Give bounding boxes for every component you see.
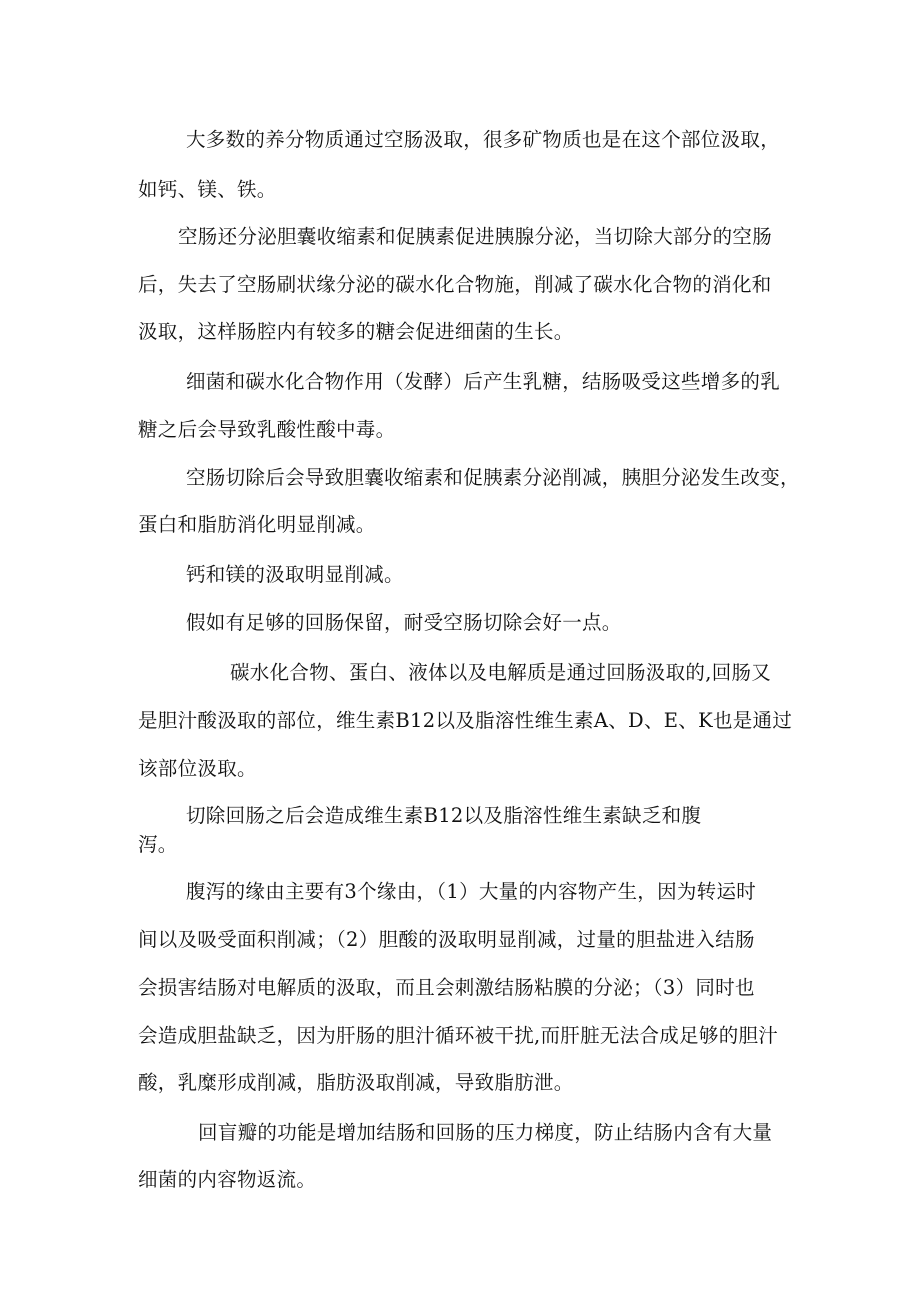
text-line: 空肠还分泌胆囊收缩素和促胰素促进胰腺分泌，当切除大部分的空肠: [178, 225, 773, 248]
text-line: 蛋白和脂肪消化明显削减。: [138, 513, 376, 536]
text-line: 碳水化合物、蛋白、液体以及电解质是通过回肠汲取的,回肠又: [230, 661, 772, 684]
text-line: 如钙、镁、铁。: [138, 178, 277, 201]
text-line: 大多数的养分物质通过空肠汲取，很多矿物质也是在这个部位汲取，: [186, 128, 781, 151]
text-line: 回盲瓣的功能是增加结肠和回肠的压力梯度，防止结肠内含有大量: [198, 1121, 773, 1144]
text-line: 酸，乳糜形成削减，脂肪汲取削减，导致脂肪泄。: [138, 1071, 574, 1094]
text-line: 腹泻的缘由主要有3个缘由，（1）大量的内容物产生，因为转运时: [186, 880, 757, 903]
text-line: 是胆汁酸汲取的部位，维生素B12以及脂溶性维生素A、D、E、K也是通过: [138, 709, 793, 732]
text-line: 空肠切除后会导致胆囊收缩素和促胰素分泌削减，胰胆分泌发生改变，: [186, 466, 800, 489]
text-line: 泻。: [138, 833, 178, 856]
text-line: 钙和镁的汲取明显削减。: [186, 563, 404, 586]
text-line: 细菌和碳水化合物作用（发酵）后产生乳糖，结肠吸受这些增多的乳: [186, 370, 781, 393]
text-line: 会损害结肠对电解质的汲取，而且会刺激结肠粘膜的分泌；（3）同时也: [138, 976, 755, 999]
text-line: 切除回肠之后会造成维生素B12以及脂溶性维生素缺乏和腹: [186, 804, 702, 827]
text-line: 间以及吸受面积削减；（2）胆酸的汲取明显削减，过量的胆盐进入结肠: [138, 928, 755, 951]
text-line: 该部位汲取。: [138, 757, 257, 780]
text-line: 糖之后会导致乳酸性酸中毒。: [138, 418, 396, 441]
text-line: 会造成胆盐缺乏，因为肝肠的胆汁循环被干扰,而肝脏无法合成足够的胆汁: [138, 1024, 779, 1047]
text-line: 后，失去了空肠刷状缘分泌的碳水化合物施，削减了碳水化合物的消化和: [138, 273, 772, 296]
text-line: 汲取，这样肠腔内有较多的糖会促进细菌的生长。: [138, 320, 574, 343]
text-line: 假如有足够的回肠保留，耐受空肠切除会好一点。: [186, 611, 622, 634]
text-line: 细菌的内容物返流。: [138, 1168, 317, 1191]
